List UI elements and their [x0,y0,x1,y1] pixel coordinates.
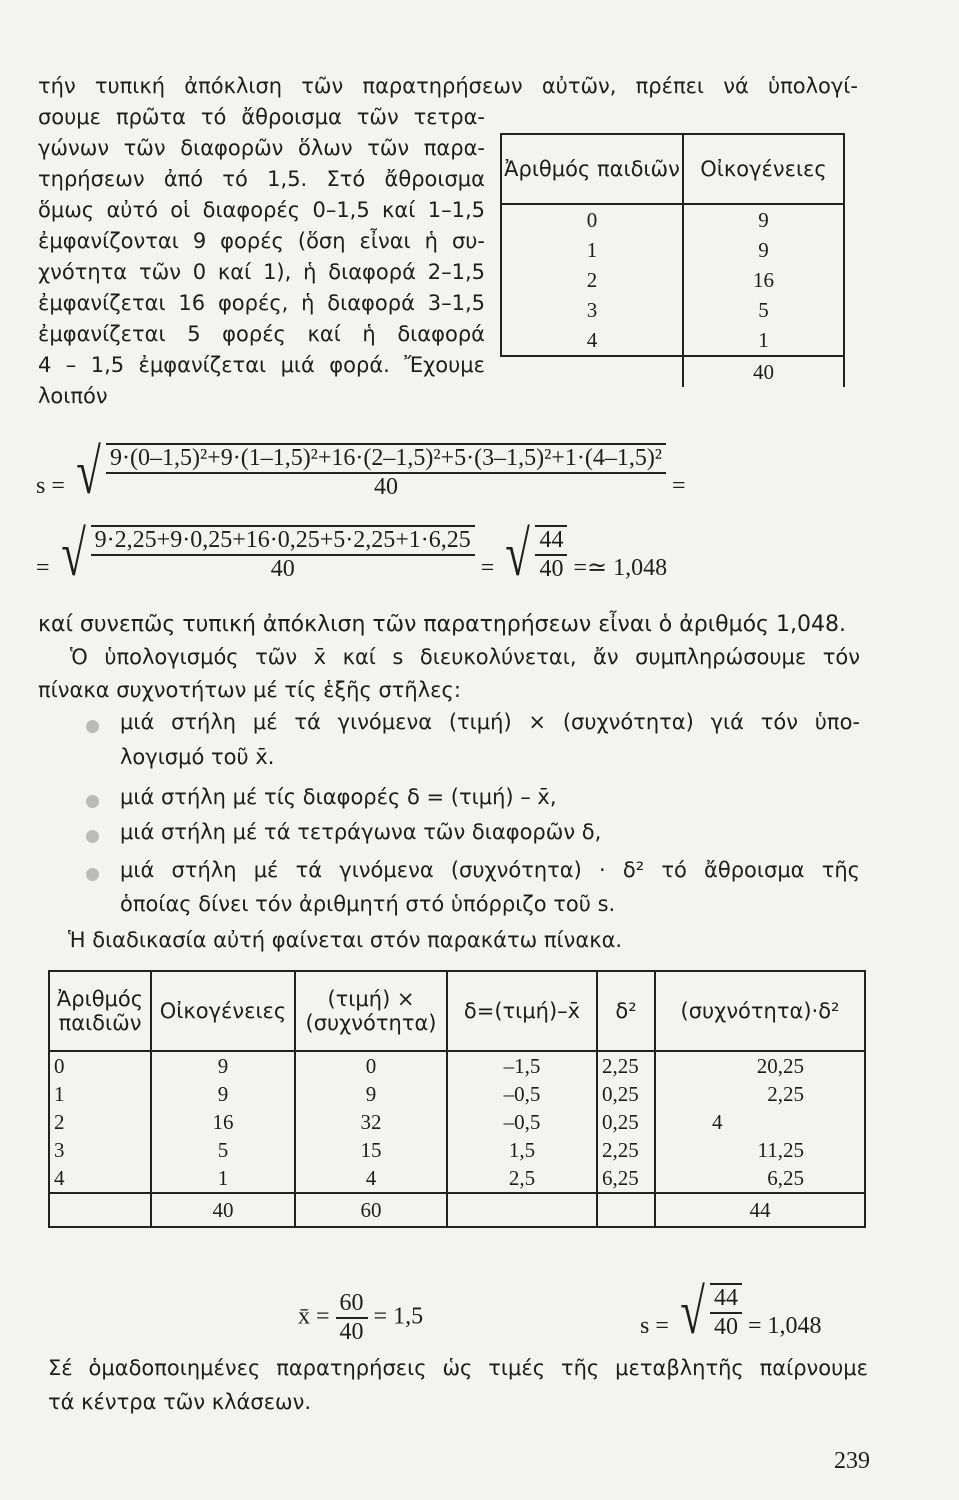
header-cell: (συχνότητα)·δ² [655,971,865,1051]
cell: 0 [49,1051,151,1080]
cell: 9 [683,204,844,235]
cell: 5 [151,1136,295,1164]
header-cell: δ=(τιμή)–x̄ [447,971,597,1051]
bullet-item: μιά στήλη μέ τίς διαφορές δ = (τιμή) – x̄, [120,785,557,809]
mean-result: = 1,5 [373,1303,424,1330]
cell: 0,25 [597,1080,655,1108]
table-row [49,1136,865,1164]
cell: 16 [151,1108,295,1136]
final-paragraph-line: τά κέντρα τῶν κλάσεων. [48,1390,312,1414]
intro-line: χνότητα τῶν 0 καί 1), ἡ διαφορά 2–1,5 [38,260,485,284]
formula-numerator: 9·(0–1,5)²+9·(1–1,5)²+16·(2–1,5)²+5·(3–1,5)²+1·(4–1,5)² [106,443,666,474]
formula-line-1: s = √ $\frac{\text{9·(0–1,5)²+9·(1–1,5)²+16·(2–1,5)²+5·(3–1,5)²+1·(4–1,5)²}}{40}$ = [36,436,686,507]
cell: 1 [151,1164,295,1193]
cell: 2 [501,265,683,295]
bullet-item: μιά στήλη μέ τά γινόμενα (τιμή) × (συχνότητα) γιά τόν ὑπο- [120,710,860,734]
formula-denominator: 40 [539,556,564,582]
cell: 3 [501,295,683,325]
total-cell: 40 [683,356,844,387]
intro-line: λοιπόν [38,384,108,408]
cell: 2,25 [655,1080,865,1108]
paragraph-line: Ἡ διαδικασία αὐτή φαίνεται στόν παρακάτω πίνακα. [68,928,623,952]
intro-line: τήν τυπική ἀπόκλιση τῶν παρατηρήσεων αὐτῶν, πρέπει νά ὑπολογί- [38,74,858,98]
cell: –1,5 [447,1051,597,1080]
cell: 16 [683,265,844,295]
formula-numerator: 44 [535,525,567,556]
cell: 15 [295,1136,447,1164]
paragraph-line: Ὁ ὑπολογισμός τῶν x̄ καί s διευκολύνεται, ἄν συμπληρώσουμε τόν [70,645,860,669]
intro-line: ὅμως αὐτό οἱ διαφορές 0–1,5 καί 1–1,5 [38,198,485,222]
sd-denominator: 40 [714,1314,738,1340]
table-row [501,265,844,295]
table-row [49,1051,865,1080]
formula-denominator: 40 [270,556,295,582]
cell: 5 [683,295,844,325]
cell: 32 [295,1108,447,1136]
cell: 1,5 [447,1136,597,1164]
header-cell: Ἀριθμός παιδιῶν [49,971,151,1051]
mean-denominator: 40 [339,1319,364,1345]
bullet-icon [86,720,99,733]
intro-line: ἐμφανίζεται 5 φορές καί ἡ διαφορά [38,322,485,346]
conclusion-paragraph: καί συνεπῶς τυπική ἀπόκλιση τῶν παρατηρήσεων εἶναι ὁ ἀριθμός 1,048. [38,612,846,637]
cell: 0 [501,204,683,235]
cell: 11,25 [655,1136,865,1164]
table-row [501,235,844,265]
bullet-icon [86,795,99,808]
bullet-item-cont: λογισμό τοῦ x̄. [120,745,275,769]
cell: 2,25 [597,1136,655,1164]
sd-numerator: 44 [710,1283,742,1314]
intro-line: ἐμφανίζεται 16 φορές, ἡ διαφορά 3–1,5 [38,291,485,315]
mean-label: x̄ = [298,1303,330,1330]
paragraph-line: πίνακα συχνοτήτων μέ τίς ἑξῆς στῆλες: [38,678,461,702]
bullet-item-cont: ὁποίας δίνει τόν ἀριθμητή στό ὑπόρριζο τοῦ s. [120,892,616,916]
intro-line: γώνων τῶν διαφορῶν ὅλων τῶν παρα- [38,136,485,160]
final-paragraph-line: Σέ ὁμαδοποιημένες παρατηρήσεις ὡς τιμές τῆς μεταβλητῆς παίρνουμε [48,1356,868,1380]
cell: 2 [49,1108,151,1136]
table-row [49,1080,865,1108]
total-row [501,356,844,387]
formula-result: =≃ 1,048 [573,555,668,581]
total-cell [447,1193,597,1227]
bullet-icon [86,868,99,881]
cell: –0,5 [447,1080,597,1108]
cell: 6,25 [597,1164,655,1193]
mean-formula [298,1290,423,1346]
cell: 9 [295,1080,447,1108]
formula-eq: = [672,473,686,499]
table-row [49,1108,865,1136]
mean-numerator: 60 [336,1290,368,1319]
total-cell: 40 [151,1193,295,1227]
cell: 9 [151,1051,295,1080]
bullet-item: μιά στήλη μέ τά γινόμενα (συχνότητα) · δ² τό ἄθροισμα τῆς [120,858,860,882]
header-cell: (τιμή) × (συχνότητα) [295,971,447,1051]
table-row [501,325,844,356]
header-cell: Οἰκογένειες [151,971,295,1051]
cell: 9 [151,1080,295,1108]
sd-formula: s = √ $\frac{44}{40}$ = 1,048 [640,1276,822,1347]
intro-line: τηρήσεων ἀπό τό 1,5. Στό ἄθροισμα [38,167,485,191]
table-row [49,1164,865,1193]
cell: 1 [683,325,844,356]
cell: 20,25 [655,1051,865,1080]
cell: 1 [49,1080,151,1108]
formula-eq: = [480,555,495,581]
header-families: Οἰκογένειες [683,134,844,204]
sd-label: s = [640,1313,669,1339]
computation-table [48,970,866,1228]
total-cell [49,1193,151,1227]
total-cell: 60 [295,1193,447,1227]
formula-eq: = [36,555,50,581]
cell: 4 [295,1164,447,1193]
formula-line-2: = √ $\frac{9\cdot 2,25+9\cdot 0,25+16\cdot 0,25+5\cdot 2,25+1\cdot 6,25}{40}$ = √ $\frac{44}{40}$ =≃ 1,048 [36,518,668,589]
cell: 4 [49,1164,151,1193]
cell: 9 [683,235,844,265]
intro-line: σουμε πρῶτα τό ἄθροισμα τῶν τετρα- [38,105,485,129]
table-row [501,204,844,235]
cell: 1 [501,235,683,265]
sd-result: = 1,048 [748,1313,822,1339]
cell: 3 [49,1136,151,1164]
header-cell: δ² [597,971,655,1051]
frequency-table [500,133,845,387]
total-cell [597,1193,655,1227]
bullet-item: μιά στήλη μέ τά τετράγωνα τῶν διαφορῶν δ, [120,820,602,844]
cell: 0,25 [597,1108,655,1136]
cell: –0,5 [447,1108,597,1136]
total-cell: 44 [655,1193,865,1227]
table-row [501,295,844,325]
cell: 0 [295,1051,447,1080]
intro-line: 4 – 1,5 ἐμφανίζεται μιά φορά. Ἔχουμε [38,353,485,377]
formula-numerator: 9·2,25+9·0,25+16·0,25+5·2,25+1·6,25 [91,525,475,556]
cell: 4 [655,1108,865,1136]
cell: 4 [501,325,683,356]
formula-s: s = [36,473,65,499]
cell: 2,5 [447,1164,597,1193]
bullet-icon [86,830,99,843]
cell: 6,25 [655,1164,865,1193]
header-children: Ἀριθμός παιδιῶν [501,134,683,204]
cell: 2,25 [597,1051,655,1080]
formula-denominator: 40 [374,474,398,500]
page-number: 239 [834,1448,870,1474]
intro-line: ἐμφανίζονται 9 φορές (ὅση εἶναι ἡ συ- [38,229,485,253]
total-row [49,1193,865,1227]
